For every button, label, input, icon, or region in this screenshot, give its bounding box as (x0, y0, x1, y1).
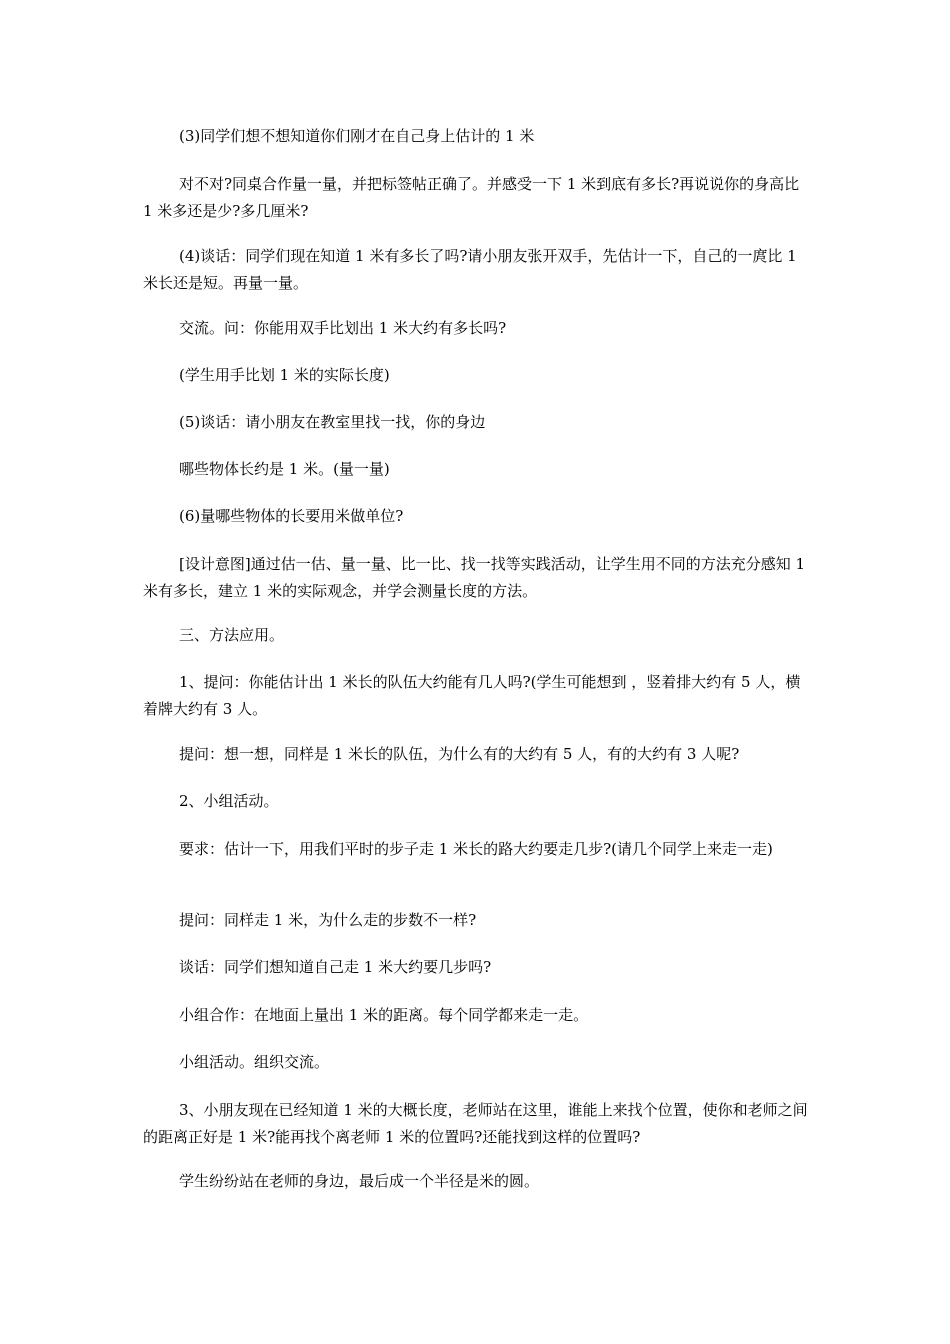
paragraph: 提问：想一想，同样是 1 米长的队伍，为什么有的大约有 5 人，有的大约有 3 人呢? (179, 745, 740, 763)
paragraph: 谈话：同学们想知道自己走 1 米大约要几步吗? (179, 958, 492, 976)
section-heading: 三、方法应用。 (179, 626, 285, 644)
paragraph: 3、小朋友现在已经知道 1 米的大概长度，老师站在这里，谁能上来找个位置，使你和老师之间的距离正好是 1 米?能再找个离老师 1 米的位置吗?还能找到这样的位置吗? (143, 1101, 808, 1146)
paragraph: 提问：同样走 1 米，为什么走的步数不一样? (179, 911, 477, 929)
paragraph: (学生用手比划 1 米的实际长度) (179, 366, 390, 384)
paragraph: 小组合作：在地面上量出 1 米的距离。每个同学都来走一走。 (179, 1006, 589, 1024)
paragraph: [设计意图]通过估一估、量一量、比一比、找一找等实践活动，让学生用不同的方法充分感知 1 米有多长，建立 1 米的实际观念，并学会测量长度的方法。 (143, 555, 806, 600)
paragraph: 哪些物体长约是 1 米。(量一量) (179, 460, 390, 478)
paragraph: 学生纷纷站在老师的身边，最后成一个半径是米的圆。 (179, 1172, 540, 1190)
paragraph: 要求：估计一下，用我们平时的步子走 1 米长的路大约要走几步?(请几个同学上来走一走) (179, 840, 773, 858)
paragraph: (4)谈话：同学们现在知道 1 米有多长了吗?请小朋友张开双手，先估计一下，自己的一庹比 1 米长还是短。再量一量。 (143, 247, 797, 292)
paragraph: 2、小组活动。 (179, 792, 279, 810)
paragraph: 交流。问：你能用双手比划出 1 米大约有多长吗? (179, 319, 507, 337)
paragraph: 1、提问：你能估计出 1 米长的队伍大约能有几人吗?(学生可能想到 ，竖着排大约有 5 人，横着牌大约有 3 人。 (143, 673, 801, 718)
paragraph: (6)量哪些物体的长要用米做单位? (179, 507, 404, 525)
paragraph: (3)同学们想不想知道你们刚才在自己身上估计的 1 米 (179, 127, 535, 145)
paragraph: 对不对?同桌合作量一量，并把标签帖正确了。并感受一下 1 米到底有多长?再说说你的身高比 1 米多还是少?多几厘米? (143, 175, 800, 220)
paragraph: (5)谈话：请小朋友在教室里找一找，你的身边 (179, 413, 486, 431)
paragraph: 小组活动。组织交流。 (179, 1053, 330, 1071)
